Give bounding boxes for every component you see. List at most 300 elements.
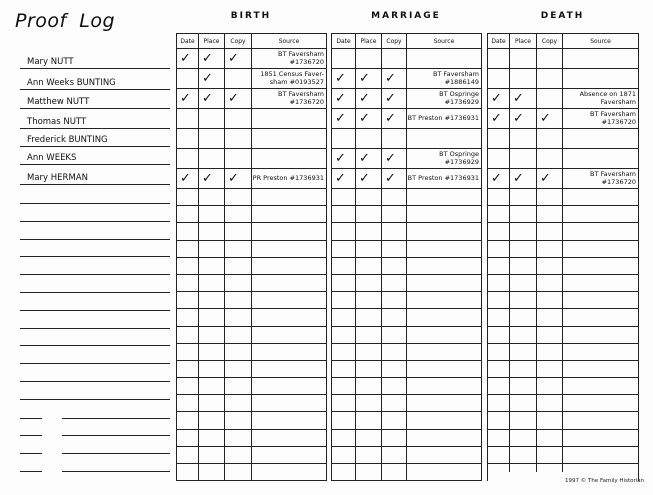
birth-place-checkbox[interactable]: ✓ (199, 69, 225, 89)
marriage-place-checkbox[interactable] (356, 129, 382, 149)
birth-copy-checkbox[interactable]: ✓ (225, 169, 252, 189)
marriage-source-field[interactable] (407, 274, 482, 291)
death-copy-checkbox[interactable] (537, 240, 563, 257)
marriage-source-field[interactable] (407, 240, 482, 257)
birth-copy-checkbox[interactable] (225, 206, 252, 223)
death-copy-checkbox[interactable] (537, 257, 563, 274)
birth-source-field[interactable] (252, 464, 327, 481)
birth-copy-checkbox[interactable] (225, 343, 252, 360)
birth-copy-checkbox[interactable] (225, 360, 252, 377)
marriage-copy-checkbox[interactable] (382, 223, 407, 240)
birth-source-field[interactable] (252, 429, 327, 446)
marriage-place-checkbox[interactable]: ✓ (356, 69, 382, 89)
marriage-copy-checkbox[interactable] (382, 446, 407, 463)
death-copy-checkbox[interactable] (537, 189, 563, 206)
marriage-source-field[interactable]: BT Preston #1736931 (407, 109, 482, 129)
birth-source-field[interactable] (252, 343, 327, 360)
marriage-place-checkbox[interactable] (356, 240, 382, 257)
person-name-field[interactable]: Frederick BUNTING (20, 134, 170, 147)
marriage-date-checkbox[interactable] (332, 257, 356, 274)
birth-place-checkbox[interactable] (199, 274, 225, 291)
marriage-source-field[interactable] (407, 464, 482, 481)
death-source-field[interactable] (563, 360, 639, 377)
birth-place-checkbox[interactable] (199, 292, 225, 309)
death-place-checkbox[interactable] (510, 343, 537, 360)
marriage-place-checkbox[interactable] (356, 395, 382, 412)
death-copy-checkbox[interactable]: ✓ (537, 109, 563, 129)
person-name-field[interactable]: Ann Weeks BUNTING (20, 77, 170, 90)
death-date-checkbox[interactable] (488, 189, 510, 206)
death-source-field[interactable] (563, 395, 639, 412)
marriage-source-field[interactable] (407, 378, 482, 395)
birth-place-checkbox[interactable]: ✓ (199, 49, 225, 69)
death-place-checkbox[interactable] (510, 69, 537, 89)
marriage-date-checkbox[interactable] (332, 360, 356, 377)
death-source-field[interactable] (563, 343, 639, 360)
marriage-date-checkbox[interactable] (332, 274, 356, 291)
death-date-checkbox[interactable] (488, 378, 510, 395)
marriage-copy-checkbox[interactable] (382, 292, 407, 309)
birth-copy-checkbox[interactable] (225, 223, 252, 240)
death-source-field[interactable] (563, 149, 639, 169)
marriage-source-field[interactable] (407, 343, 482, 360)
person-name-field[interactable]: Matthew NUTT (20, 96, 170, 109)
marriage-copy-checkbox[interactable]: ✓ (382, 149, 407, 169)
marriage-date-checkbox[interactable] (332, 292, 356, 309)
birth-copy-checkbox[interactable] (225, 149, 252, 169)
birth-date-checkbox[interactable] (177, 326, 199, 343)
marriage-source-field[interactable] (407, 223, 482, 240)
marriage-date-checkbox[interactable] (332, 189, 356, 206)
death-copy-checkbox[interactable] (537, 309, 563, 326)
birth-place-checkbox[interactable] (199, 343, 225, 360)
marriage-copy-checkbox[interactable] (382, 257, 407, 274)
birth-copy-checkbox[interactable] (225, 189, 252, 206)
death-source-field[interactable] (563, 206, 639, 223)
death-source-field[interactable] (563, 189, 639, 206)
marriage-place-checkbox[interactable]: ✓ (356, 149, 382, 169)
marriage-source-field[interactable] (407, 309, 482, 326)
marriage-source-field[interactable] (407, 292, 482, 309)
birth-date-checkbox[interactable] (177, 412, 199, 429)
birth-copy-checkbox[interactable] (225, 446, 252, 463)
birth-copy-checkbox[interactable] (225, 378, 252, 395)
marriage-date-checkbox[interactable] (332, 240, 356, 257)
birth-date-checkbox[interactable] (177, 378, 199, 395)
birth-source-field[interactable]: BT Faversham #1736720 (252, 49, 327, 69)
marriage-source-field[interactable] (407, 189, 482, 206)
death-place-checkbox[interactable]: ✓ (510, 89, 537, 109)
death-source-field[interactable] (563, 446, 639, 463)
death-place-checkbox[interactable] (510, 412, 537, 429)
death-copy-checkbox[interactable] (537, 429, 563, 446)
birth-date-checkbox[interactable] (177, 257, 199, 274)
marriage-place-checkbox[interactable] (356, 464, 382, 481)
marriage-date-checkbox[interactable] (332, 446, 356, 463)
birth-date-checkbox[interactable] (177, 69, 199, 89)
marriage-copy-checkbox[interactable] (382, 49, 407, 69)
marriage-copy-checkbox[interactable] (382, 429, 407, 446)
person-name-field[interactable] (20, 228, 170, 240)
birth-date-checkbox[interactable] (177, 206, 199, 223)
marriage-place-checkbox[interactable] (356, 292, 382, 309)
marriage-date-checkbox[interactable] (332, 343, 356, 360)
birth-place-checkbox[interactable] (199, 446, 225, 463)
marriage-source-field[interactable]: BT Ospringe #1736929 (407, 89, 482, 109)
marriage-copy-checkbox[interactable] (382, 378, 407, 395)
death-copy-checkbox[interactable] (537, 446, 563, 463)
birth-date-checkbox[interactable] (177, 395, 199, 412)
death-date-checkbox[interactable]: ✓ (488, 169, 510, 189)
person-name-field[interactable] (20, 299, 170, 311)
marriage-date-checkbox[interactable] (332, 223, 356, 240)
death-date-checkbox[interactable] (488, 429, 510, 446)
marriage-copy-checkbox[interactable]: ✓ (382, 169, 407, 189)
birth-source-field[interactable] (252, 240, 327, 257)
death-date-checkbox[interactable] (488, 129, 510, 149)
birth-copy-checkbox[interactable] (225, 395, 252, 412)
birth-copy-checkbox[interactable] (225, 292, 252, 309)
death-date-checkbox[interactable] (488, 343, 510, 360)
marriage-date-checkbox[interactable] (332, 49, 356, 69)
marriage-source-field[interactable] (407, 395, 482, 412)
birth-date-checkbox[interactable] (177, 360, 199, 377)
birth-date-checkbox[interactable] (177, 240, 199, 257)
death-copy-checkbox[interactable] (537, 69, 563, 89)
person-name-field[interactable] (20, 370, 170, 382)
marriage-copy-checkbox[interactable] (382, 309, 407, 326)
birth-copy-checkbox[interactable] (225, 326, 252, 343)
birth-place-checkbox[interactable] (199, 129, 225, 149)
death-date-checkbox[interactable] (488, 206, 510, 223)
birth-date-checkbox[interactable] (177, 446, 199, 463)
death-copy-checkbox[interactable] (537, 274, 563, 291)
death-date-checkbox[interactable] (488, 395, 510, 412)
marriage-place-checkbox[interactable] (356, 326, 382, 343)
death-date-checkbox[interactable] (488, 360, 510, 377)
person-name-field[interactable] (20, 210, 170, 222)
birth-date-checkbox[interactable] (177, 223, 199, 240)
death-date-checkbox[interactable] (488, 223, 510, 240)
marriage-source-field[interactable] (407, 429, 482, 446)
birth-date-checkbox[interactable]: ✓ (177, 89, 199, 109)
person-name-field[interactable] (20, 352, 170, 364)
death-source-field[interactable] (563, 129, 639, 149)
marriage-place-checkbox[interactable] (356, 257, 382, 274)
death-source-field[interactable] (563, 223, 639, 240)
birth-source-field[interactable] (252, 189, 327, 206)
birth-date-checkbox[interactable] (177, 429, 199, 446)
death-place-checkbox[interactable] (510, 378, 537, 395)
birth-source-field[interactable] (252, 309, 327, 326)
birth-date-checkbox[interactable] (177, 343, 199, 360)
marriage-copy-checkbox[interactable]: ✓ (382, 89, 407, 109)
death-source-field[interactable] (563, 412, 639, 429)
death-copy-checkbox[interactable] (537, 129, 563, 149)
marriage-place-checkbox[interactable] (356, 309, 382, 326)
birth-place-checkbox[interactable] (199, 378, 225, 395)
death-place-checkbox[interactable] (510, 446, 537, 463)
marriage-date-checkbox[interactable] (332, 429, 356, 446)
marriage-source-field[interactable]: BT Preston #1736931 (407, 169, 482, 189)
birth-source-field[interactable] (252, 292, 327, 309)
marriage-source-field[interactable] (407, 326, 482, 343)
birth-source-field[interactable] (252, 223, 327, 240)
birth-source-field[interactable]: BT Faversham #1736720 (252, 89, 327, 109)
death-place-checkbox[interactable]: ✓ (510, 169, 537, 189)
death-source-field[interactable]: Absence on 1871 Faversham (563, 89, 639, 109)
death-place-checkbox[interactable] (510, 309, 537, 326)
death-place-checkbox[interactable] (510, 257, 537, 274)
death-copy-checkbox[interactable] (537, 395, 563, 412)
person-name-field[interactable] (20, 423, 170, 435)
death-source-field[interactable] (563, 274, 639, 291)
birth-copy-checkbox[interactable]: ✓ (225, 89, 252, 109)
birth-date-checkbox[interactable] (177, 149, 199, 169)
death-place-checkbox[interactable] (510, 274, 537, 291)
marriage-place-checkbox[interactable]: ✓ (356, 109, 382, 129)
birth-date-checkbox[interactable] (177, 309, 199, 326)
marriage-place-checkbox[interactable] (356, 360, 382, 377)
marriage-copy-checkbox[interactable] (382, 189, 407, 206)
birth-date-checkbox[interactable] (177, 274, 199, 291)
death-copy-checkbox[interactable] (537, 360, 563, 377)
death-source-field[interactable] (563, 257, 639, 274)
death-copy-checkbox[interactable] (537, 412, 563, 429)
death-date-checkbox[interactable] (488, 240, 510, 257)
death-place-checkbox[interactable] (510, 206, 537, 223)
birth-source-field[interactable] (252, 274, 327, 291)
marriage-date-checkbox[interactable]: ✓ (332, 149, 356, 169)
death-copy-checkbox[interactable] (537, 223, 563, 240)
death-place-checkbox[interactable] (510, 240, 537, 257)
death-source-field[interactable] (563, 429, 639, 446)
marriage-date-checkbox[interactable]: ✓ (332, 89, 356, 109)
person-name-field[interactable] (20, 334, 170, 346)
death-source-field[interactable] (563, 378, 639, 395)
death-date-checkbox[interactable] (488, 326, 510, 343)
marriage-date-checkbox[interactable] (332, 412, 356, 429)
birth-copy-checkbox[interactable] (225, 69, 252, 89)
birth-place-checkbox[interactable] (199, 309, 225, 326)
marriage-place-checkbox[interactable]: ✓ (356, 89, 382, 109)
birth-source-field[interactable] (252, 326, 327, 343)
birth-date-checkbox[interactable]: ✓ (177, 169, 199, 189)
marriage-copy-checkbox[interactable]: ✓ (382, 109, 407, 129)
person-name-field[interactable] (20, 281, 170, 293)
marriage-copy-checkbox[interactable]: ✓ (382, 69, 407, 89)
birth-source-field[interactable] (252, 446, 327, 463)
marriage-source-field[interactable] (407, 412, 482, 429)
marriage-source-field[interactable] (407, 49, 482, 69)
birth-date-checkbox[interactable] (177, 292, 199, 309)
death-date-checkbox[interactable] (488, 149, 510, 169)
death-place-checkbox[interactable] (510, 149, 537, 169)
death-source-field[interactable]: BT Faversham #1736720 (563, 109, 639, 129)
birth-copy-checkbox[interactable] (225, 412, 252, 429)
marriage-source-field[interactable] (407, 129, 482, 149)
death-source-field[interactable] (563, 69, 639, 89)
death-copy-checkbox[interactable] (537, 378, 563, 395)
birth-source-field[interactable] (252, 129, 327, 149)
death-place-checkbox[interactable] (510, 395, 537, 412)
birth-place-checkbox[interactable] (199, 257, 225, 274)
birth-source-field[interactable]: PR Preston #1736931 (252, 169, 327, 189)
birth-source-field[interactable] (252, 360, 327, 377)
birth-place-checkbox[interactable]: ✓ (199, 89, 225, 109)
marriage-copy-checkbox[interactable] (382, 129, 407, 149)
marriage-source-field[interactable] (407, 257, 482, 274)
person-name-field[interactable] (20, 459, 170, 471)
person-name-field[interactable] (20, 406, 170, 418)
marriage-place-checkbox[interactable] (356, 274, 382, 291)
marriage-place-checkbox[interactable] (356, 446, 382, 463)
birth-source-field[interactable] (252, 378, 327, 395)
marriage-date-checkbox[interactable] (332, 464, 356, 481)
death-date-checkbox[interactable] (488, 257, 510, 274)
birth-place-checkbox[interactable] (199, 240, 225, 257)
birth-place-checkbox[interactable] (199, 464, 225, 481)
death-place-checkbox[interactable] (510, 326, 537, 343)
person-name-field[interactable] (20, 317, 170, 329)
person-name-field[interactable]: Mary NUTT (20, 56, 170, 69)
birth-copy-checkbox[interactable] (225, 109, 252, 129)
person-name-field[interactable] (20, 388, 170, 400)
death-copy-checkbox[interactable] (537, 292, 563, 309)
person-name-field[interactable] (20, 245, 170, 257)
death-date-checkbox[interactable] (488, 69, 510, 89)
death-source-field[interactable] (563, 292, 639, 309)
marriage-copy-checkbox[interactable] (382, 326, 407, 343)
marriage-copy-checkbox[interactable] (382, 464, 407, 481)
birth-place-checkbox[interactable] (199, 223, 225, 240)
birth-copy-checkbox[interactable]: ✓ (225, 49, 252, 69)
marriage-source-field[interactable] (407, 206, 482, 223)
death-place-checkbox[interactable] (510, 292, 537, 309)
birth-source-field[interactable] (252, 395, 327, 412)
birth-place-checkbox[interactable]: ✓ (199, 169, 225, 189)
person-name-field[interactable]: Thomas NUTT (20, 116, 170, 129)
birth-place-checkbox[interactable] (199, 189, 225, 206)
death-place-checkbox[interactable] (510, 189, 537, 206)
death-place-checkbox[interactable] (510, 49, 537, 69)
death-date-checkbox[interactable] (488, 49, 510, 69)
marriage-date-checkbox[interactable] (332, 309, 356, 326)
death-place-checkbox[interactable] (510, 360, 537, 377)
birth-date-checkbox[interactable] (177, 464, 199, 481)
death-date-checkbox[interactable] (488, 274, 510, 291)
death-source-field[interactable] (563, 240, 639, 257)
death-source-field[interactable] (563, 309, 639, 326)
marriage-source-field[interactable] (407, 360, 482, 377)
marriage-copy-checkbox[interactable] (382, 360, 407, 377)
marriage-place-checkbox[interactable] (356, 189, 382, 206)
death-date-checkbox[interactable] (488, 309, 510, 326)
death-place-checkbox[interactable] (510, 129, 537, 149)
marriage-date-checkbox[interactable] (332, 395, 356, 412)
birth-source-field[interactable]: 1851 Census Faver-sham #0193527 (252, 69, 327, 89)
death-date-checkbox[interactable] (488, 292, 510, 309)
death-copy-checkbox[interactable]: ✓ (537, 169, 563, 189)
person-name-field[interactable] (20, 192, 170, 204)
death-copy-checkbox[interactable] (537, 89, 563, 109)
marriage-source-field[interactable]: BT Faversham #1886149 (407, 69, 482, 89)
marriage-place-checkbox[interactable] (356, 343, 382, 360)
marriage-place-checkbox[interactable] (356, 378, 382, 395)
birth-source-field[interactable] (252, 412, 327, 429)
marriage-copy-checkbox[interactable] (382, 274, 407, 291)
marriage-place-checkbox[interactable] (356, 429, 382, 446)
birth-date-checkbox[interactable] (177, 189, 199, 206)
marriage-place-checkbox[interactable] (356, 49, 382, 69)
birth-place-checkbox[interactable] (199, 109, 225, 129)
death-copy-checkbox[interactable] (537, 326, 563, 343)
death-date-checkbox[interactable]: ✓ (488, 109, 510, 129)
person-name-field[interactable]: Ann WEEKS (20, 152, 170, 165)
birth-copy-checkbox[interactable] (225, 129, 252, 149)
death-copy-checkbox[interactable] (537, 343, 563, 360)
birth-place-checkbox[interactable] (199, 360, 225, 377)
marriage-copy-checkbox[interactable] (382, 240, 407, 257)
birth-source-field[interactable] (252, 149, 327, 169)
birth-copy-checkbox[interactable] (225, 257, 252, 274)
death-source-field[interactable]: BT Faversham #1736720 (563, 169, 639, 189)
birth-place-checkbox[interactable] (199, 412, 225, 429)
marriage-date-checkbox[interactable] (332, 378, 356, 395)
marriage-date-checkbox[interactable]: ✓ (332, 109, 356, 129)
birth-source-field[interactable] (252, 257, 327, 274)
birth-place-checkbox[interactable] (199, 149, 225, 169)
person-name-field[interactable] (20, 441, 170, 453)
death-date-checkbox[interactable]: ✓ (488, 89, 510, 109)
marriage-date-checkbox[interactable]: ✓ (332, 169, 356, 189)
birth-source-field[interactable] (252, 206, 327, 223)
birth-source-field[interactable] (252, 109, 327, 129)
marriage-copy-checkbox[interactable] (382, 343, 407, 360)
death-date-checkbox[interactable] (488, 446, 510, 463)
birth-date-checkbox[interactable] (177, 109, 199, 129)
birth-copy-checkbox[interactable] (225, 240, 252, 257)
marriage-source-field[interactable]: BT Ospringe #1736929 (407, 149, 482, 169)
marriage-copy-checkbox[interactable] (382, 395, 407, 412)
death-source-field[interactable] (563, 49, 639, 69)
marriage-date-checkbox[interactable] (332, 326, 356, 343)
birth-place-checkbox[interactable] (199, 326, 225, 343)
death-copy-checkbox[interactable] (537, 206, 563, 223)
marriage-date-checkbox[interactable]: ✓ (332, 69, 356, 89)
birth-place-checkbox[interactable] (199, 395, 225, 412)
marriage-source-field[interactable] (407, 446, 482, 463)
marriage-copy-checkbox[interactable] (382, 412, 407, 429)
death-place-checkbox[interactable] (510, 429, 537, 446)
birth-date-checkbox[interactable]: ✓ (177, 49, 199, 69)
death-place-checkbox[interactable] (510, 223, 537, 240)
birth-place-checkbox[interactable] (199, 206, 225, 223)
marriage-place-checkbox[interactable] (356, 206, 382, 223)
marriage-copy-checkbox[interactable] (382, 206, 407, 223)
marriage-place-checkbox[interactable] (356, 223, 382, 240)
marriage-place-checkbox[interactable]: ✓ (356, 169, 382, 189)
person-name-field[interactable]: Mary HERMAN (20, 172, 170, 185)
death-date-checkbox[interactable] (488, 412, 510, 429)
death-place-checkbox[interactable]: ✓ (510, 109, 537, 129)
death-copy-checkbox[interactable] (537, 49, 563, 69)
marriage-date-checkbox[interactable] (332, 206, 356, 223)
person-name-field[interactable] (20, 263, 170, 275)
marriage-place-checkbox[interactable] (356, 412, 382, 429)
birth-copy-checkbox[interactable] (225, 309, 252, 326)
marriage-date-checkbox[interactable] (332, 129, 356, 149)
